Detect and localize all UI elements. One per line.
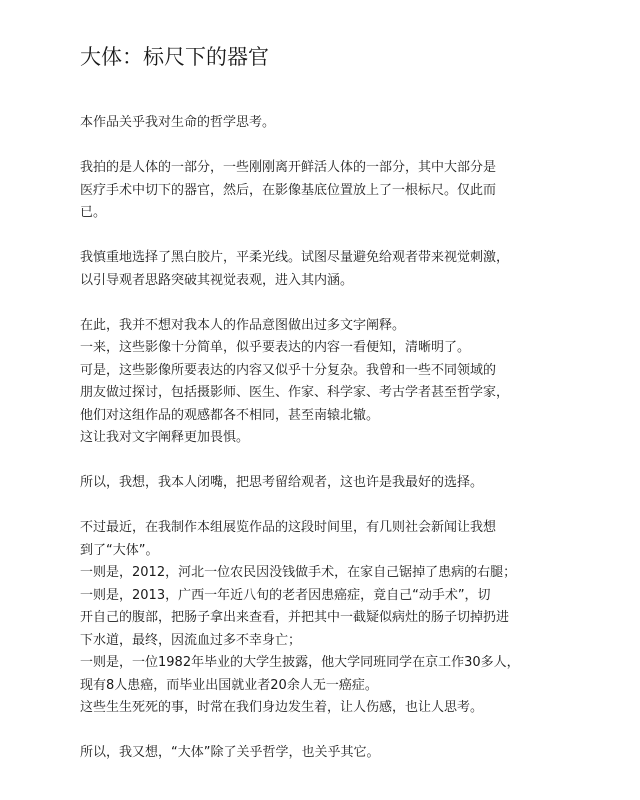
paragraph (80, 472, 560, 495)
text-line: 我慎重地选择了黑白胶片，平柔光线。试图尽量避免给观者带来视觉刺激， (80, 250, 510, 265)
text-line: 已。 (80, 205, 107, 220)
text-line: 在此，我并不想对我本人的作品意图做出过多文字阐释。 (80, 317, 406, 333)
text-line: 朋友做过探讨，包括摄影师、医生、作家、科学家、考古学者甚至哲学家， (80, 385, 510, 400)
text-line: 他们对这组作品的观感都各不相同，甚至南辕北辙。 (80, 407, 380, 423)
paragraph (80, 112, 560, 135)
text-line: 本作品关乎我对生命的哲学思考。 (80, 115, 276, 130)
paragraph (80, 157, 560, 225)
paragraph (80, 247, 560, 292)
text-line: 可是，这些影像所要表达的内容又似乎十分复杂。我曾和一些不同领域的 (80, 362, 497, 378)
text-line: 现有8人患癌，而毕业出国就业者20余人无一癌症。 (80, 677, 378, 693)
text-line: 不过最近，在我制作本组展览作品的这段时间里，有几则社会新闻让我想 (80, 520, 497, 535)
text-line: 到了“大体”。 (80, 542, 159, 558)
text-line: 下水道，最终，因流血过多不幸身亡； (80, 632, 302, 648)
text-line: 一则是，2013，广西一年近八旬的老者因患癌症，竟自己“动手术”，切 (80, 587, 491, 603)
text-line: 一来，这些影像十分简单，似乎要表达的内容一看便知，清晰明了。 (80, 340, 471, 355)
text-line: 以引导观者思路突破其视觉表观，进入其内涵。 (80, 272, 354, 288)
text-line: 一则是，2012，河北一位农民因没钱做手术，在家自己锯掉了患病的右腿； (80, 565, 517, 580)
text-line: 一则是，一位1982年毕业的大学生披露，他大学同班同学在京工作30多人， (80, 655, 520, 670)
text-line: 开自己的腹部，把肠子拿出来查看，并把其中一截疑似病灶的肠子切掉扔进 (80, 610, 510, 625)
text-line: 所以，我又想，“大体”除了关乎哲学，也关乎其它。 (80, 745, 380, 760)
text-line: 所以，我想，我本人闭嘴，把思考留给观者，这也许是我最好的选择。 (80, 475, 484, 490)
text-line: 这让我对文字阐释更加畏惧。 (80, 430, 250, 445)
paragraph (80, 742, 560, 765)
text-line: 这些生生死死的事，时常在我们身边发生着，让人伤感，也让人思考。 (80, 700, 484, 715)
document-body (80, 112, 560, 787)
paragraph (80, 517, 560, 720)
page-title: 大体：标尺下的器官 (80, 45, 269, 69)
text-line: 医疗手术中切下的器官，然后，在影像基底位置放上了一根标尺。仅此而 (80, 182, 497, 198)
text-line: 我拍的是人体的一部分，一些刚刚离开鲜活人体的一部分，其中大部分是 (80, 160, 497, 175)
paragraph (80, 315, 560, 450)
